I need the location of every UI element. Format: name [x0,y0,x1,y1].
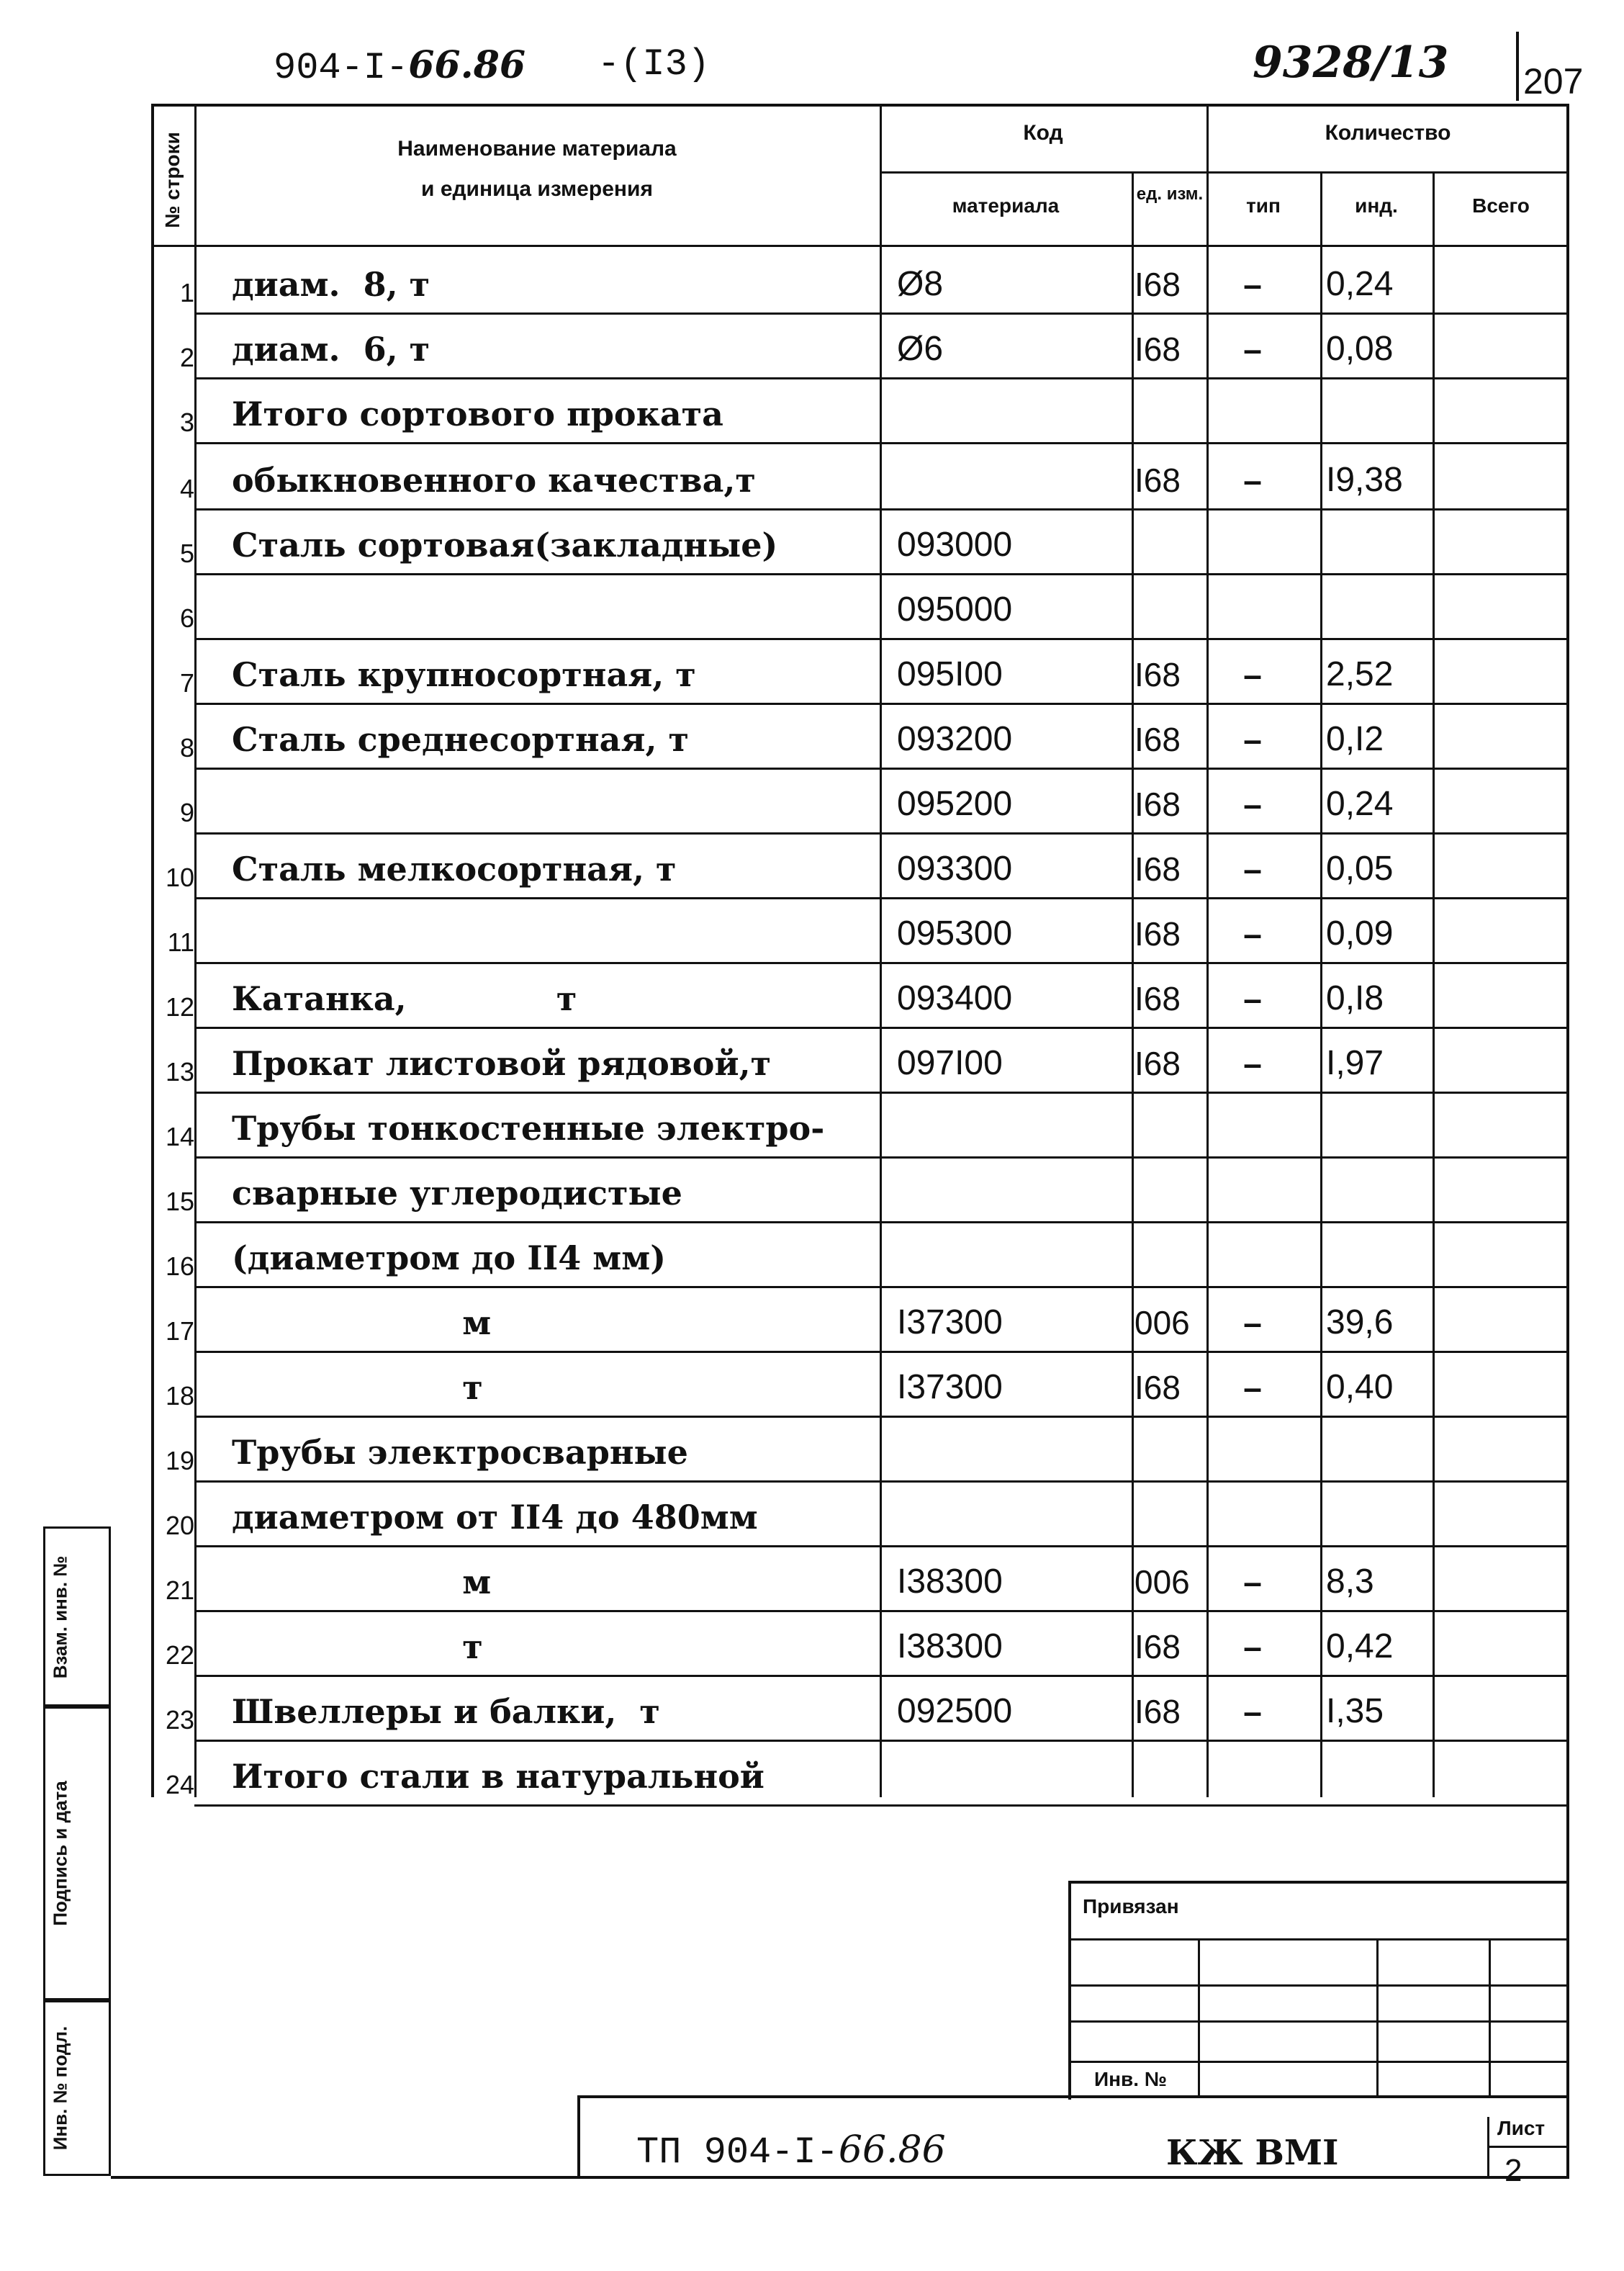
table-row [151,314,1569,379]
cell-no: 24 [165,1770,194,1799]
cell-no: 19 [165,1446,194,1475]
cell-name: Катанка, т [232,979,577,1018]
cell-no: 6 [179,603,194,633]
cell-name: Трубы тонкостенные электро- [232,1109,825,1148]
cell-no: 5 [179,539,194,568]
cell-unit: I68 [1134,330,1181,368]
table-row [151,1676,1569,1741]
cell-code: 095300 [897,914,1013,953]
cell-no: 4 [179,474,194,503]
cell-unit: 006 [1134,1304,1190,1341]
table-row [151,1611,1569,1676]
cell-ind: 39,6 [1326,1303,1394,1341]
cell-ind: 0,I2 [1326,720,1384,758]
privyazan-line-4 [1068,2061,1566,2063]
header-divider [151,245,1569,247]
cell-type: – [1243,1563,1262,1601]
inv-no-label: Инв. № [1094,2068,1168,2090]
table-row [151,1287,1569,1352]
cell-type: – [1243,1693,1262,1730]
cell-ind: I,35 [1326,1692,1384,1730]
cell-name: сварные углеродистые [232,1174,682,1213]
cell-name: Сталь крупносортная, т [232,655,696,694]
document-code-handwritten: 66.86 [408,43,526,87]
cell-unit: I68 [1134,1693,1181,1730]
document-code: 904-I-66.86 [274,43,526,89]
quantity-type-header: тип [1246,194,1281,217]
quantity-ind-header: инд. [1355,194,1398,217]
cell-name: обыкновенного качества,т [232,461,756,500]
privyazan-line-2 [1068,1984,1566,1987]
cell-code: Ø8 [897,265,944,303]
signature-date-label: Подпись и дата [49,1781,71,1926]
cell-name: диаметром от II4 до 480мм [232,1498,758,1537]
cell-name: Сталь мелкосортная, т [232,850,677,889]
cell-no: 16 [165,1251,194,1281]
cell-code: 093200 [897,720,1013,758]
cell-code: 092500 [897,1692,1013,1730]
cell-name: Итого сортового проката [232,395,723,433]
cell-ind: 0,24 [1326,785,1394,823]
inv-podl-label: Инв. № подл. [49,2025,71,2151]
privyazan-col-1 [1198,1938,1200,2097]
cell-type: – [1243,980,1262,1017]
row-divider [194,442,1569,444]
cell-no: 10 [165,863,194,892]
cell-ind: 0,24 [1326,265,1394,303]
table-row [151,1741,1569,1806]
cell-type: – [1243,462,1262,499]
title-block-top [580,2095,1569,2098]
cell-name: диам. 6, т [232,330,430,369]
cell-name: Трубы электросварные [232,1433,688,1472]
table-row [151,249,1569,314]
privyazan-line-1 [1068,1938,1566,1941]
document-part: -(I3) [597,43,710,86]
cell-unit: I68 [1134,1369,1181,1406]
cell-no: 13 [165,1057,194,1087]
vzam-inv-label: Взам. инв. № [49,1555,71,1679]
table-row [151,1028,1569,1093]
table-row [151,769,1569,834]
title-mark: КЖ ВМI [1166,2133,1339,2173]
cell-no: 7 [179,668,194,698]
cell-name: т [232,1627,483,1666]
bottom-border [111,2176,1569,2179]
cell-no: 22 [165,1640,194,1670]
cell-ind: 2,52 [1326,655,1394,693]
cell-unit: I68 [1134,786,1181,823]
cell-name: Итого стали в натуральной [232,1757,764,1796]
cell-name: м [232,1303,492,1342]
cell-ind: 0,08 [1326,330,1394,368]
cell-code: 095I00 [897,655,1003,693]
cell-code: 093000 [897,526,1013,564]
cell-no: 23 [165,1705,194,1735]
cell-ind: 8,3 [1326,1562,1374,1601]
sheet-cell-line [1487,2146,1569,2148]
subheader-divider [880,171,1569,174]
cell-name: диам. 8, т [232,265,430,304]
cell-unit: I68 [1134,266,1181,303]
privyazan-col-3 [1489,1938,1491,2097]
code-material-header: материала [952,194,1060,217]
cell-no: 12 [165,992,194,1022]
row-number-header: № строки [161,132,184,228]
cell-no: 14 [165,1122,194,1151]
table-row [151,1352,1569,1417]
table-row [151,379,1569,444]
cell-code: 097I00 [897,1044,1003,1082]
cell-name: Сталь сортовая(закладные) [232,526,778,565]
cell-no: 2 [179,343,194,372]
table-row [151,639,1569,704]
table-row [151,1482,1569,1547]
cell-name: м [232,1562,492,1601]
quantity-total-header: Всего [1472,194,1530,217]
cell-ind: 0,09 [1326,914,1394,953]
table-row [151,1093,1569,1158]
cell-type: – [1243,786,1262,823]
cell-type: – [1243,330,1262,368]
cell-unit: I68 [1134,656,1181,693]
title-doc-code: ТП 904-I-66.86 [636,2128,946,2174]
cell-unit: I68 [1134,915,1181,953]
cell-code: I37300 [897,1303,1003,1341]
cell-code: 095200 [897,785,1013,823]
title-doc-code-handwritten: 66.86 [838,2128,946,2172]
cell-type: – [1243,1369,1262,1406]
table-row [151,445,1569,510]
sheet-label: Лист [1497,2117,1546,2139]
cell-no: 11 [167,927,194,957]
code-header: Код [1023,121,1063,145]
code-unit-header: ед. изм. [1136,184,1204,204]
cell-type: – [1243,266,1262,303]
table-row [151,899,1569,963]
cell-no: 17 [165,1316,194,1346]
cell-no: 3 [179,408,194,437]
title-block-left [577,2095,580,2179]
quantity-header: Количество [1325,121,1451,145]
page-number-divider [1516,32,1519,101]
cell-name: т [232,1368,483,1407]
cell-ind: 0,05 [1326,850,1394,888]
table-row [151,1417,1569,1482]
cell-ind: I9,38 [1326,461,1403,499]
privyazan-col-2 [1376,1938,1379,2097]
table-row [151,834,1569,899]
cell-name: (диаметром до II4 мм) [232,1238,666,1277]
cell-type: – [1243,721,1262,758]
cell-unit: I68 [1134,1628,1181,1665]
cell-unit: I68 [1134,721,1181,758]
cell-code: 093400 [897,979,1013,1017]
privyazan-label: Привязан [1083,1895,1179,1917]
table-row [151,1223,1569,1287]
cell-unit: I68 [1134,980,1181,1017]
privyazan-line-3 [1068,2020,1566,2023]
name-header-line2: и единица измерения [421,177,653,201]
cell-name: Сталь среднесортная, т [232,720,689,759]
sheet-number: 2 [1505,2153,1522,2188]
cell-name: Швеллеры и балки, т [232,1692,660,1731]
inventory-number: 9328/13 [1253,37,1449,88]
cell-unit: I68 [1134,850,1181,888]
cell-code: Ø6 [897,330,944,368]
cell-no: 8 [179,733,194,763]
cell-ind: I,97 [1326,1044,1384,1082]
cell-type: – [1243,656,1262,693]
cell-type: – [1243,1304,1262,1341]
cell-unit: 006 [1134,1563,1190,1601]
cell-code: I38300 [897,1627,1003,1665]
sheet-cell-divider [1487,2117,1489,2179]
table-row [151,1547,1569,1611]
cell-no: 15 [165,1187,194,1216]
page-number: 207 [1523,61,1584,102]
cell-unit: I68 [1134,1045,1181,1082]
cell-type: – [1243,915,1262,953]
cell-ind: 0,I8 [1326,979,1384,1017]
cell-no: 21 [165,1575,194,1605]
cell-code: I38300 [897,1562,1003,1601]
table-row [151,704,1569,769]
table-row [151,575,1569,639]
table-row [151,963,1569,1028]
cell-code: 093300 [897,850,1013,888]
cell-unit: I68 [1134,462,1181,499]
cell-code: I37300 [897,1368,1003,1406]
cell-no: 1 [179,278,194,307]
table-row [151,1158,1569,1223]
cell-type: – [1243,1628,1262,1665]
cell-ind: 0,40 [1326,1368,1394,1406]
cell-ind: 0,42 [1326,1627,1394,1665]
row-divider [194,1804,1569,1807]
cell-no: 18 [165,1381,194,1411]
cell-code: 095000 [897,590,1013,629]
cell-no: 20 [165,1511,194,1540]
cell-name: Прокат листовой рядовой,т [232,1044,772,1083]
name-header-line1: Наименование материала [397,137,677,161]
cell-no: 9 [179,798,194,827]
table-row [151,510,1569,575]
cell-type: – [1243,1045,1262,1082]
cell-type: – [1243,850,1262,888]
